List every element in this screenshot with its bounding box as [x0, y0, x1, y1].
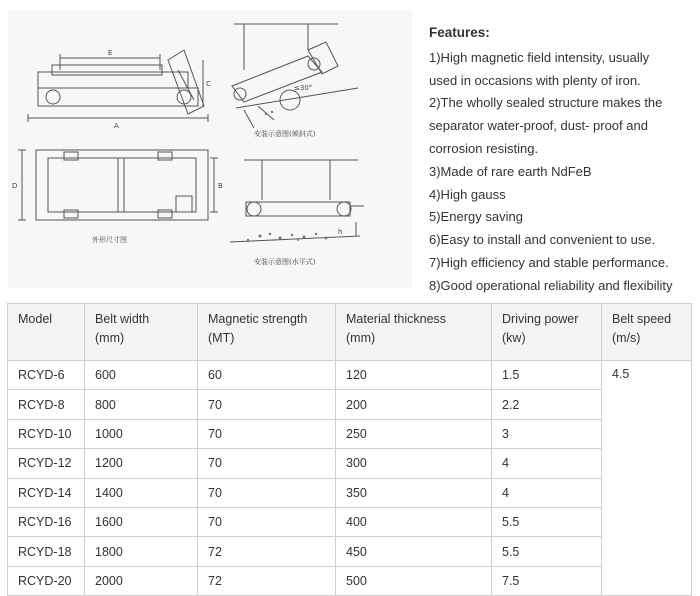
label-d: D [12, 182, 18, 190]
cell-driving-power: 2.2 [492, 390, 602, 419]
outline-top-frame [36, 150, 208, 220]
feature-line: used in occasions with plenty of iron. [429, 72, 641, 88]
header-unit: (mm) [95, 331, 125, 345]
header-driving-power [492, 304, 602, 361]
outline-side-frame [38, 72, 188, 88]
header-unit: (m/s) [612, 331, 641, 345]
cell-magnetic-strength: 70 [198, 449, 336, 478]
header-unit: (mm) [346, 331, 376, 345]
table-row [8, 478, 692, 507]
cell-belt-width: 2000 [85, 566, 198, 595]
header-line: Belt width [95, 312, 150, 326]
table-row [8, 419, 692, 448]
cell-driving-power: 5.5 [492, 537, 602, 566]
cell-belt-width: 1200 [85, 449, 198, 478]
caption-inclined: 安装示意图(倾斜式) [254, 130, 316, 138]
technical-drawing-svg [8, 10, 412, 288]
cell-model: RCYD-14 [8, 478, 85, 507]
cell-magnetic-strength: 70 [198, 419, 336, 448]
cell-model: RCYD-18 [8, 537, 85, 566]
horizontal-separator-body [246, 202, 350, 216]
cell-magnetic-strength: 70 [198, 390, 336, 419]
cell-belt-width: 1400 [85, 478, 198, 507]
cell-driving-power: 5.5 [492, 507, 602, 536]
feature-line: 1)High magnetic field intensity, usually [429, 49, 650, 65]
feature-line: 4)High gauss [429, 186, 506, 202]
cell-belt-width: 1800 [85, 537, 198, 566]
cell-driving-power: 1.5 [492, 361, 602, 390]
feature-line: 8)Good operational reliability and flexibility [429, 277, 673, 293]
cell-magnetic-strength: 70 [198, 478, 336, 507]
header-unit: (MT) [208, 331, 235, 345]
cell-belt-width: 800 [85, 390, 198, 419]
table-row [8, 449, 692, 478]
label-a: A [114, 122, 119, 130]
caption-outline: 外形尺寸图 [92, 236, 127, 244]
table-row [8, 537, 692, 566]
cell-magnetic-strength: 70 [198, 507, 336, 536]
specifications-table [7, 303, 692, 596]
cell-model: RCYD-8 [8, 390, 85, 419]
feature-line: 7)High efficiency and stable performance. [429, 254, 669, 270]
cell-driving-power: 3 [492, 419, 602, 448]
feature-line: 3)Made of rare earth NdFeB [429, 163, 592, 179]
header-line: Material thickness [346, 312, 447, 326]
header-line: Model [18, 312, 53, 326]
cell-model: RCYD-10 [8, 419, 85, 448]
table-row [8, 507, 692, 536]
label-e: E [108, 49, 113, 57]
header-belt-width [85, 304, 198, 361]
table-header-row [8, 304, 692, 361]
feature-line: 6)Easy to install and convenient to use. [429, 232, 656, 248]
header-belt-speed [602, 304, 692, 361]
cell-driving-power: 4 [492, 449, 602, 478]
cell-magnetic-strength: 72 [198, 566, 336, 595]
features-title: Features: [429, 25, 490, 40]
label-h: h [338, 228, 343, 236]
cell-material-thickness: 120 [336, 361, 492, 390]
cell-driving-power: 4 [492, 478, 602, 507]
cell-material-thickness: 200 [336, 390, 492, 419]
cell-material-thickness: 400 [336, 507, 492, 536]
header-line: Magnetic strength [208, 312, 308, 326]
cell-model: RCYD-6 [8, 361, 85, 390]
cell-magnetic-strength: 72 [198, 537, 336, 566]
feature-line: 5)Energy saving [429, 209, 523, 225]
cell-material-thickness: 450 [336, 537, 492, 566]
header-line: Belt speed [612, 312, 672, 326]
label-b: B [218, 182, 223, 190]
technical-drawing [8, 10, 412, 288]
table-row [8, 361, 692, 390]
outline-side-pulley-left [46, 90, 60, 104]
header-unit: (kw) [502, 331, 526, 345]
caption-horizontal: 安装示意图(水平式) [254, 258, 316, 266]
label-angle: ≤30° [294, 84, 313, 92]
table-row [8, 566, 692, 595]
cell-magnetic-strength: 60 [198, 361, 336, 390]
feature-line: corrosion resisting. [429, 140, 539, 156]
cell-material-thickness: 350 [336, 478, 492, 507]
cell-driving-power: 7.5 [492, 566, 602, 595]
cell-model: RCYD-16 [8, 507, 85, 536]
feature-line: separator water-proof, dust- proof and [429, 118, 648, 134]
cell-model: RCYD-20 [8, 566, 85, 595]
cell-belt-width: 1600 [85, 507, 198, 536]
feature-line: 2)The wholly sealed structure makes the [429, 95, 663, 111]
header-magnetic-strength [198, 304, 336, 361]
header-model [8, 304, 85, 361]
cell-belt-width: 600 [85, 361, 198, 390]
cell-material-thickness: 250 [336, 419, 492, 448]
cell-belt-speed: 4.5 [602, 361, 692, 596]
cell-belt-width: 1000 [85, 419, 198, 448]
label-c: C [206, 80, 211, 88]
table-row [8, 390, 692, 419]
cell-model: RCYD-12 [8, 449, 85, 478]
cell-material-thickness: 300 [336, 449, 492, 478]
header-line: Driving power [502, 312, 579, 326]
cell-material-thickness: 500 [336, 566, 492, 595]
header-material-thickness [336, 304, 492, 361]
features-list [429, 22, 697, 298]
